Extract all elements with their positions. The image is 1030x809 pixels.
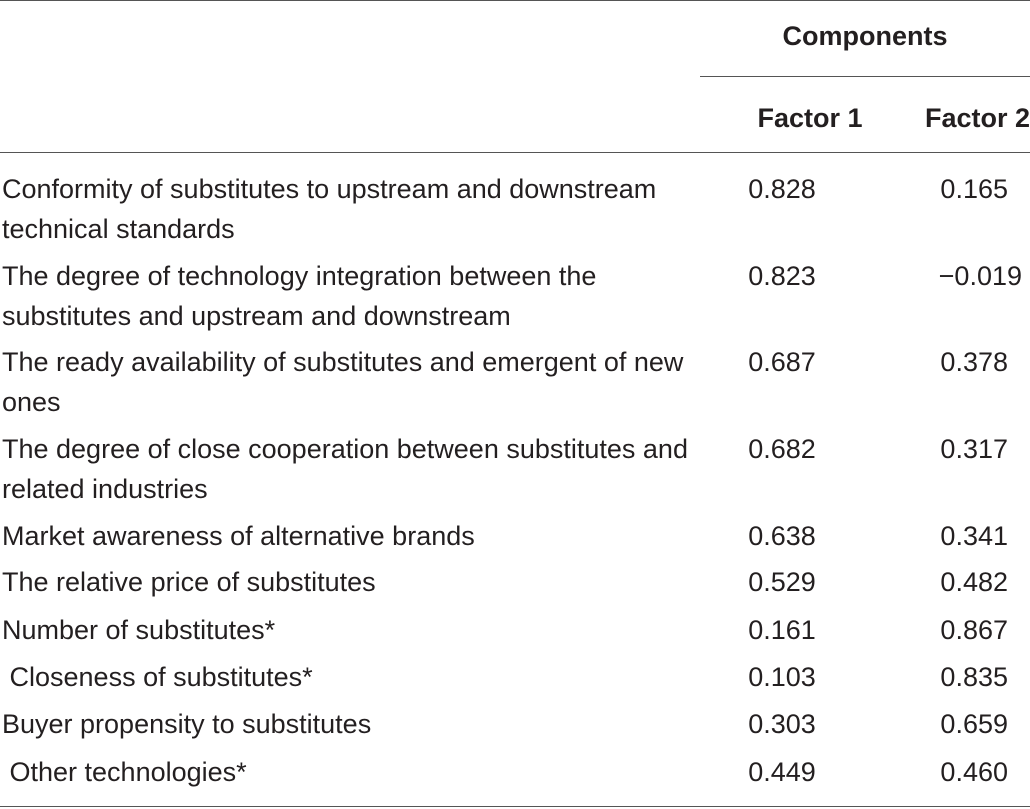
table-cell-factor1: 0.687	[748, 347, 816, 377]
table-cell-factor1: 0.529	[748, 567, 816, 597]
table-cell-factor1: 0.303	[748, 709, 816, 739]
table-cell-factor1: 0.682	[748, 434, 816, 464]
table-bottom-rule	[0, 806, 1030, 807]
table-cell-factor2: −0.019	[938, 261, 1022, 291]
table-cell-factor2: 0.378	[940, 347, 1008, 377]
table-top-rule	[0, 0, 1030, 1]
components-header: Components	[782, 21, 948, 51]
table-cell-factor2: 0.835	[940, 662, 1008, 692]
table-row-label: Conformity of substitutes to upstream and downstream technical standards	[2, 174, 657, 244]
table-cell-factor2: 0.460	[940, 757, 1008, 787]
table-row-label: Buyer propensity to substitutes	[2, 709, 372, 739]
table-row-label: The relative price of substitutes	[2, 567, 376, 597]
table-cell-factor2: 0.659	[940, 709, 1008, 739]
table-cell-factor1: 0.449	[748, 757, 816, 787]
table-cell-factor2: 0.867	[940, 615, 1008, 645]
table-row-label: Number of substitutes*	[2, 615, 276, 645]
table-cell-factor1: 0.161	[748, 615, 816, 645]
table-cell-factor1: 0.823	[748, 261, 816, 291]
table-row-label: The degree of close cooperation between substitutes and related industries	[2, 434, 688, 504]
components-underline	[700, 76, 1030, 77]
table-row-label: Other technologies*	[2, 757, 247, 787]
table-row-label: The degree of technology integration between the substitutes and upstream and downstream	[2, 261, 597, 331]
table-cell-factor2: 0.165	[940, 174, 1008, 204]
table-row-label: The ready availability of substitutes and emergent of new ones	[2, 347, 684, 417]
table-cell-factor1: 0.828	[748, 174, 816, 204]
table-cell-factor2: 0.317	[940, 434, 1008, 464]
table-cell-factor1: 0.103	[748, 662, 816, 692]
factor-1-header: Factor 1	[757, 103, 863, 133]
table-row-label: Closeness of substitutes*	[2, 662, 313, 692]
table-cell-factor1: 0.638	[748, 521, 816, 551]
table-cell-factor2: 0.482	[940, 567, 1008, 597]
factor-2-header: Factor 2	[924, 103, 1030, 133]
table-cell-factor2: 0.341	[940, 521, 1008, 551]
header-bottom-rule	[0, 152, 1030, 153]
table-row-label: Market awareness of alternative brands	[2, 521, 475, 551]
